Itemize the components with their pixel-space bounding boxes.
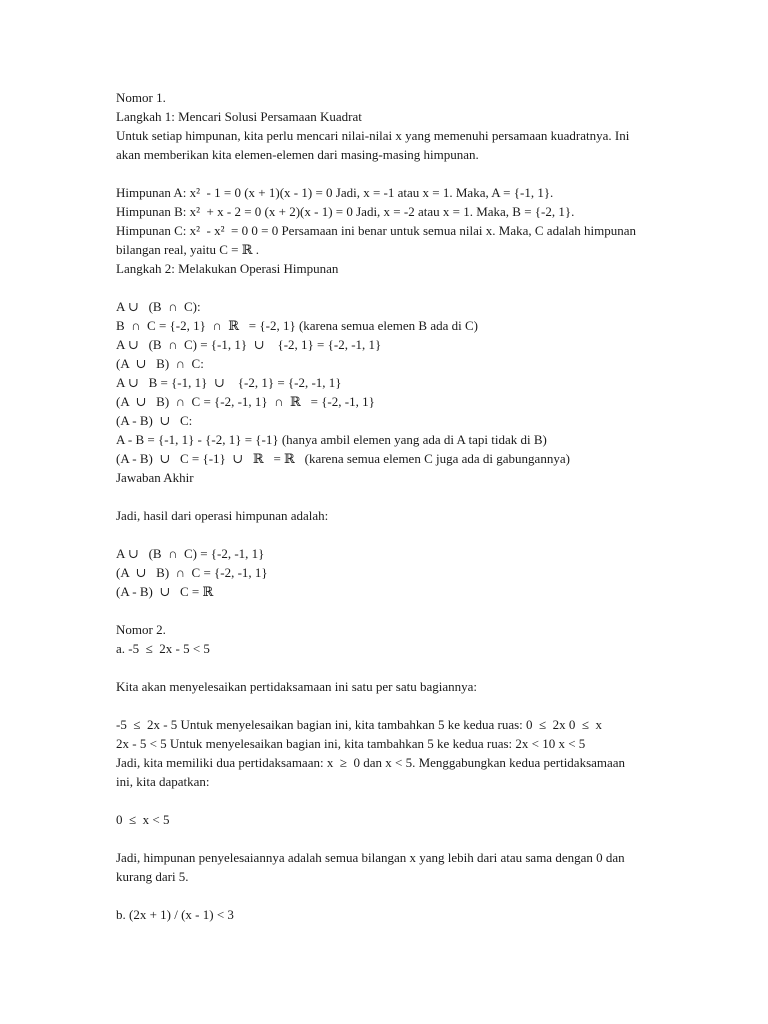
set-c-line-cont: bilangan real, yaitu C = ℝ . bbox=[116, 242, 260, 257]
blank-line bbox=[116, 278, 660, 297]
document-page bbox=[116, 88, 660, 924]
result-line: (A ∪ B) ∩ C = {-2, -1, 1} bbox=[116, 565, 268, 580]
set-a-line: Himpunan A: x² - 1 = 0 (x + 1)(x - 1) = 0 Jadi, x = -1 atau x = 1. Maka, A = {-1, 1}. bbox=[116, 185, 554, 200]
heading-nomor-2: Nomor 2. bbox=[116, 622, 166, 637]
blank-line bbox=[116, 487, 660, 506]
final-answer-heading: Jawaban Akhir bbox=[116, 470, 194, 485]
operation-line: (A ∪ B) ∩ C: bbox=[116, 356, 204, 371]
blank-line bbox=[116, 525, 660, 544]
step-1-heading: Langkah 1: Mencari Solusi Persamaan Kuadrat bbox=[116, 109, 362, 124]
blank-line bbox=[116, 696, 660, 715]
paragraph-line: Jadi, himpunan penyelesaiannya adalah semua bilangan x yang lebih dari atau sama dengan 0 dan bbox=[116, 850, 625, 865]
set-b-line: Himpunan B: x² + x - 2 = 0 (x + 2)(x - 1) = 0 Jadi, x = -2 atau x = 1. Maka, B = {-2, 1}. bbox=[116, 204, 575, 219]
operation-line: (A ∪ B) ∩ C = {-2, -1, 1} ∩ ℝ = {-2, -1, 1} bbox=[116, 394, 375, 409]
heading-nomor-1: Nomor 1. bbox=[116, 90, 166, 105]
solution-result: 0 ≤ x < 5 bbox=[116, 812, 170, 827]
blank-line bbox=[116, 886, 660, 905]
operation-line: (A - B) ∪ C: bbox=[116, 413, 193, 428]
paragraph-line: akan memberikan kita elemen-elemen dari masing-masing himpunan. bbox=[116, 147, 479, 162]
operation-line: B ∩ C = {-2, 1} ∩ ℝ = {-2, 1} (karena semua elemen B ada di C) bbox=[116, 318, 478, 333]
paragraph-line: kurang dari 5. bbox=[116, 869, 189, 884]
blank-line bbox=[116, 601, 660, 620]
operation-line: (A - B) ∪ C = {-1} ∪ ℝ = ℝ (karena semua elemen C juga ada di gabungannya) bbox=[116, 451, 570, 466]
paragraph-line: Jadi, hasil dari operasi himpunan adalah: bbox=[116, 508, 329, 523]
blank-line bbox=[116, 164, 660, 183]
paragraph-line: Untuk setiap himpunan, kita perlu mencari nilai-nilai x yang memenuhi persamaan kuadratnya. Ini bbox=[116, 128, 630, 143]
operation-line: A ∪ B = {-1, 1} ∪ {-2, 1} = {-2, -1, 1} bbox=[116, 375, 342, 390]
operation-line: A ∪ (B ∩ C) = {-1, 1} ∪ {-2, 1} = {-2, -1, 1} bbox=[116, 337, 382, 352]
operation-line: A ∪ (B ∩ C): bbox=[116, 299, 201, 314]
paragraph-line: Jadi, kita memiliki dua pertidaksamaan: x ≥ 0 dan x < 5. Menggabungkan kedua pertidaksamaan bbox=[116, 755, 626, 770]
result-line: (A - B) ∪ C = ℝ bbox=[116, 584, 214, 599]
blank-line bbox=[116, 658, 660, 677]
result-line: A ∪ (B ∩ C) = {-2, -1, 1} bbox=[116, 546, 265, 561]
solution-line: 2x - 5 < 5 Untuk menyelesaikan bagian ini, kita tambahkan 5 ke kedua ruas: 2x < 10 x < 5 bbox=[116, 736, 586, 751]
paragraph-line: Kita akan menyelesaikan pertidaksamaan ini satu per satu bagiannya: bbox=[116, 679, 477, 694]
problem-b: b. (2x + 1) / (x - 1) < 3 bbox=[116, 907, 234, 922]
problem-a: a. -5 ≤ 2x - 5 < 5 bbox=[116, 641, 210, 656]
blank-line bbox=[116, 791, 660, 810]
solution-line: -5 ≤ 2x - 5 Untuk menyelesaikan bagian ini, kita tambahkan 5 ke kedua ruas: 0 ≤ 2x 0 ≤ x bbox=[116, 717, 603, 732]
paragraph-line: ini, kita dapatkan: bbox=[116, 774, 210, 789]
blank-line bbox=[116, 829, 660, 848]
step-2-heading: Langkah 2: Melakukan Operasi Himpunan bbox=[116, 261, 339, 276]
operation-line: A - B = {-1, 1} - {-2, 1} = {-1} (hanya ambil elemen yang ada di A tapi tidak di B) bbox=[116, 432, 547, 447]
set-c-line: Himpunan C: x² - x² = 0 0 = 0 Persamaan ini benar untuk semua nilai x. Maka, C adalah himpunan bbox=[116, 223, 636, 238]
